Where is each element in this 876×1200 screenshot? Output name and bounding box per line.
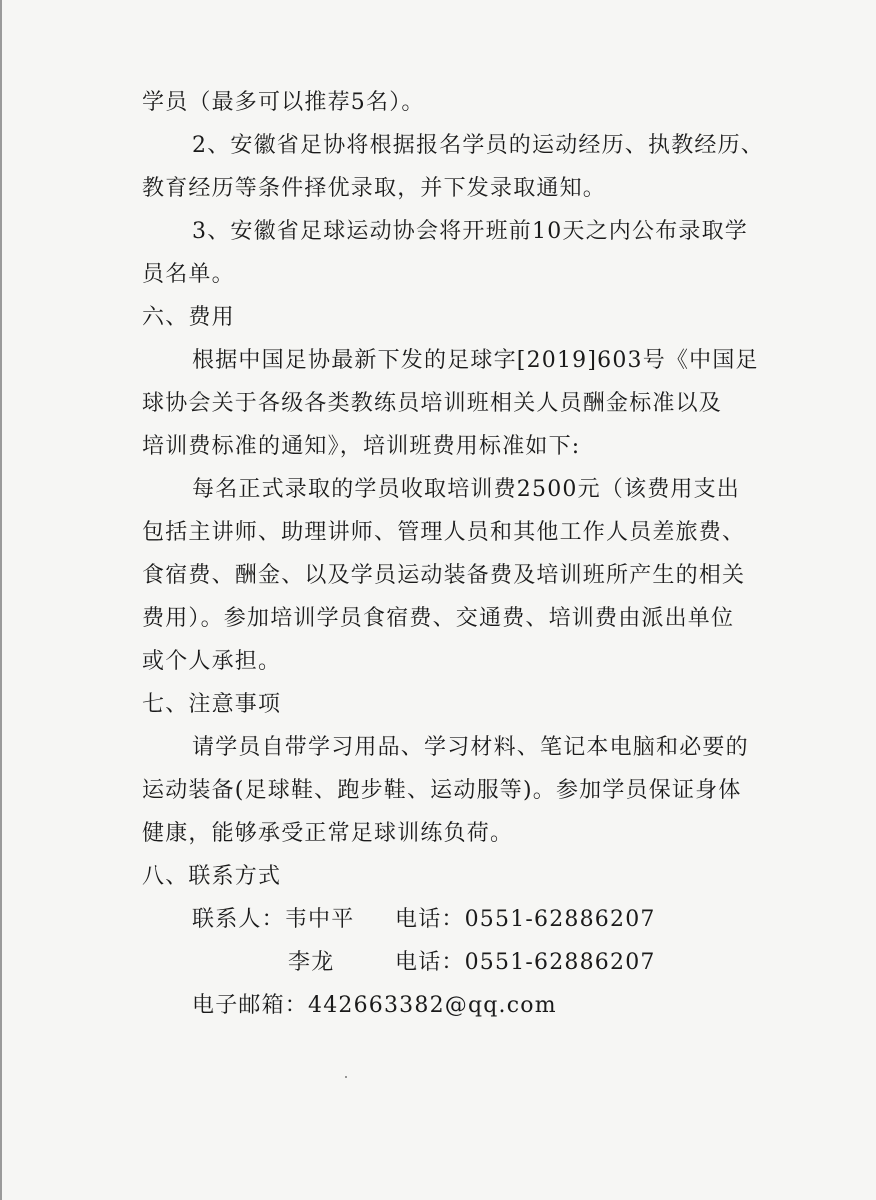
text-line-7: 根据中国足协最新下发的足球字[2019]603号《中国足	[192, 348, 759, 373]
contact-name-1: 韦中平	[284, 907, 355, 932]
text-line-17: 运动装备(足球鞋、跑步鞋、运动服等)。参加学员保证身体	[142, 778, 742, 803]
text-line-1: 学员（最多可以推荐5名）。	[142, 90, 425, 115]
text-line-5: 员名单。	[142, 262, 235, 287]
contact-phone-1: 电话：0551-62886207	[395, 907, 656, 932]
text-line-9: 培训费标准的通知》，培训班费用标准如下:	[142, 434, 581, 459]
text-line-3: 教育经历等条件择优录取，并下发录取通知。	[142, 176, 607, 201]
section-heading-notes: 七、注意事项	[142, 692, 282, 717]
section-heading-contact: 八、联系方式	[142, 864, 282, 889]
section-heading-fees: 六、费用	[142, 305, 235, 330]
text-line-11: 包括主讲师、助理讲师、管理人员和其他工作人员差旅费、	[142, 520, 746, 545]
text-line-14: 或个人承担。	[142, 649, 282, 674]
text-line-12: 食宿费、酬金、以及学员运动装备费及培训班所产生的相关	[142, 563, 746, 588]
text-line-18: 健康，能够承受正常足球训练负荷。	[142, 821, 514, 846]
text-line-4: 3、安徽省足球运动协会将开班前10天之内公布录取学	[192, 219, 748, 244]
text-line-10: 每名正式录取的学员收取培训费2500元（该费用支出	[192, 477, 740, 502]
contact-name-2: 李龙	[288, 950, 335, 975]
contact-label	[192, 905, 354, 935]
contact-label-text: 联系人：	[192, 907, 285, 932]
text-line-16: 请学员自带学习用品、学习材料、笔记本电脑和必要的	[192, 735, 749, 760]
scan-speck	[345, 1076, 347, 1078]
text-line-13: 费用）。参加培训学员食宿费、交通费、培训费由派出单位	[142, 606, 735, 631]
text-line-8: 球协会关于各级各类教练员培训班相关人员酬金标准以及	[142, 391, 723, 416]
contact-email: 电子邮箱：442663382@qq.com	[192, 993, 557, 1018]
text-line-2: 2、安徽省足协将根据报名学员的运动经历、执教经历、	[192, 133, 764, 158]
contact-phone-2: 电话：0551-62886207	[395, 950, 656, 975]
